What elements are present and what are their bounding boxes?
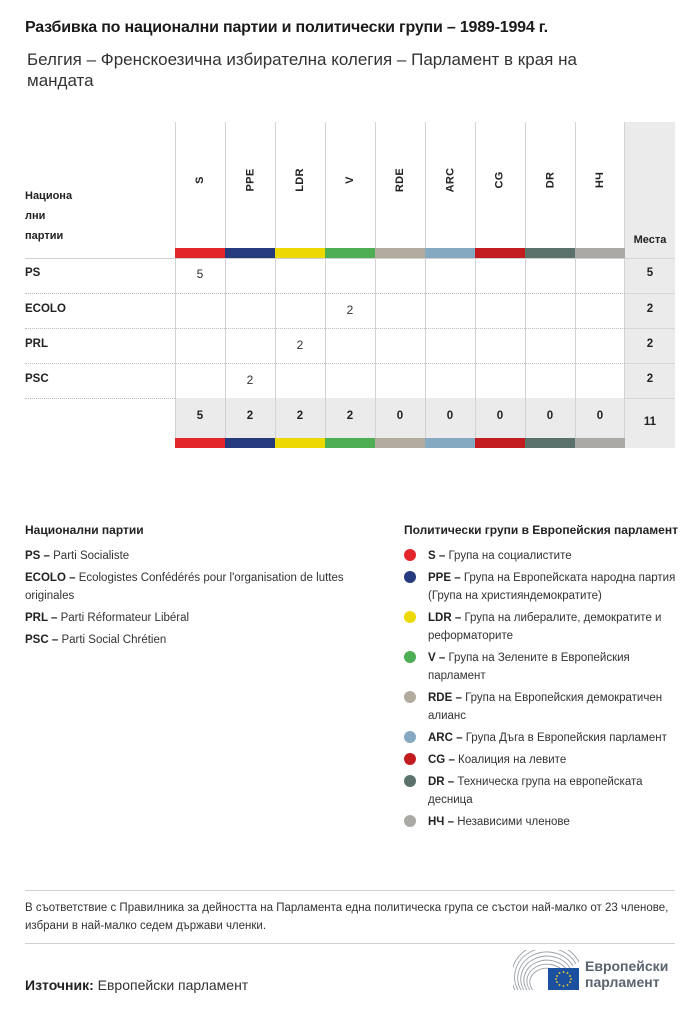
seats-column-background (625, 122, 675, 448)
group-header-dr (525, 122, 575, 238)
group-label: RDE (394, 167, 406, 193)
total-cell: 0 (496, 410, 504, 422)
group-color-bar (425, 248, 475, 258)
logo-text (585, 958, 668, 990)
footer-divider (25, 890, 675, 891)
group-header-nch (575, 122, 625, 238)
legend-item (404, 689, 679, 725)
legend-item (404, 773, 679, 809)
legend-item (404, 813, 679, 831)
european-parliament-logo (513, 950, 683, 994)
legend-code: ECOLO – (25, 572, 76, 584)
page-subtitle: Белгия – Френскоезична избирателна колегия – Парламент в края на мандата (27, 50, 577, 90)
group-label: CG (493, 171, 506, 189)
legend-code: PSC – (25, 634, 59, 646)
group-color-bar (475, 438, 525, 448)
total-cell: 5 (196, 410, 204, 422)
legend-item (404, 609, 679, 645)
group-header-v (325, 122, 375, 238)
group-header-ldr (275, 122, 325, 238)
group-color-bar (525, 438, 575, 448)
seats-cell: 2 (646, 373, 654, 385)
group-label: ARC (443, 167, 456, 193)
group-header-cg (475, 122, 525, 238)
group-header-s (175, 122, 225, 238)
color-dot-icon (404, 815, 416, 827)
legend-code: RDE – (428, 692, 462, 704)
group-color-bar (175, 438, 225, 448)
group-color-bar (425, 438, 475, 448)
group-label: V (343, 176, 356, 184)
group-color-bar (325, 248, 375, 258)
national-parties-legend-title: Национални партии (25, 523, 144, 537)
footer-note: В съответствие с Правилника за дейността на Парламента една политическа група се състои най-малко от 23 членове, избрани в най-малко седем държави членки. (25, 902, 669, 932)
total-cell: 2 (346, 410, 354, 422)
seats-divider (625, 293, 675, 294)
political-groups-legend-title: Политически групи в Европейския парламент (404, 523, 678, 537)
color-dot-icon (404, 611, 416, 623)
legend-name: Група Дъга в Европейския парламент (465, 732, 667, 744)
legend-item (25, 569, 385, 605)
row-divider (25, 363, 625, 364)
seats-divider (625, 258, 675, 259)
row-divider (25, 328, 625, 329)
legend-name: Ecologistes Confédérés pour l'organisation de luttes originales (25, 572, 344, 602)
legend-item (25, 631, 385, 649)
legend-name: Група на социалистите (448, 550, 572, 562)
legend-code: PPE – (428, 572, 461, 584)
legend-item (404, 751, 679, 769)
group-header-rde (375, 122, 425, 238)
legend-name: Група на Европейския демократичен алианс (428, 692, 663, 722)
legend-item (404, 547, 679, 565)
group-color-bar (325, 438, 375, 448)
group-color-bar (275, 438, 325, 448)
group-label: НЧ (594, 171, 606, 189)
legend-code: DR – (428, 776, 455, 788)
row-divider (25, 398, 175, 399)
group-label: DR (544, 171, 556, 189)
color-dot-icon (404, 775, 416, 787)
legend-item (25, 609, 385, 627)
seats-divider (625, 363, 675, 364)
seats-header: Места (633, 234, 667, 246)
page-title: Разбивка по национални партии и политически групи – 1989-1994 г. (25, 19, 548, 36)
group-label: LDR (293, 168, 306, 192)
header-line: лни (25, 210, 46, 222)
header-divider (25, 258, 625, 259)
legend-name: Група на Зелените в Европейския парламент (428, 652, 630, 682)
party-label: PSC (25, 373, 49, 385)
footer-divider (25, 943, 675, 944)
legend-item (25, 547, 385, 565)
table-cell: 2 (346, 303, 354, 317)
total-cell: 0 (546, 410, 554, 422)
legend-code: V – (428, 652, 446, 664)
color-dot-icon (404, 651, 416, 663)
legend-code: PRL – (25, 612, 58, 624)
legend-name: Техническа група на европейската десница (428, 776, 643, 806)
party-label: ECOLO (25, 303, 66, 315)
legend-name: Група на либералите, демократите и реформаторите (428, 612, 662, 642)
group-header-ppe (225, 122, 275, 238)
table-cell: 5 (196, 267, 204, 281)
color-dot-icon (404, 571, 416, 583)
total-cell: 0 (396, 410, 404, 422)
table-cell: 2 (246, 373, 254, 387)
table-cell: 2 (296, 338, 304, 352)
national-parties-legend (25, 547, 385, 653)
group-header-arc (425, 122, 475, 238)
political-groups-legend (404, 547, 679, 835)
legend-name: Коалиция на левите (458, 754, 567, 766)
group-color-bar (175, 248, 225, 258)
seats-cell: 2 (646, 338, 654, 350)
source-line (25, 977, 248, 993)
legend-code: S – (428, 550, 446, 562)
legend-name: Parti Réformateur Libéral (60, 612, 190, 624)
seats-cell: 5 (646, 267, 654, 279)
total-cell: 0 (446, 410, 454, 422)
party-label: PRL (25, 338, 48, 350)
party-label: PS (25, 267, 41, 279)
group-color-bar (575, 248, 625, 258)
legend-code: LDR – (428, 612, 462, 624)
group-color-bar (575, 438, 625, 448)
legend-code: CG – (428, 754, 455, 766)
color-dot-icon (404, 549, 416, 561)
header-line: партии (25, 230, 64, 242)
group-label: S (193, 176, 206, 184)
seats-divider (625, 328, 675, 329)
seats-divider (625, 398, 675, 399)
legend-code: НЧ – (428, 816, 454, 828)
logo-line: парламент (585, 974, 660, 990)
legend-name: Независими членове (457, 816, 570, 828)
header-line: Национа (25, 190, 73, 202)
source-value: Европейски парламент (97, 977, 249, 993)
total-cell: 2 (296, 410, 304, 422)
total-cell: 2 (246, 410, 254, 422)
group-color-bar (475, 248, 525, 258)
hemicycle-flag-icon (513, 950, 583, 994)
group-color-bar (225, 438, 275, 448)
seats-cell: 2 (646, 303, 654, 315)
group-label: PPE (243, 168, 256, 192)
legend-item (404, 649, 679, 685)
group-color-bar (225, 248, 275, 258)
group-color-bar (375, 438, 425, 448)
legend-item (404, 729, 679, 747)
legend-name: Parti Socialiste (53, 550, 130, 562)
legend-code: ARC – (428, 732, 463, 744)
group-color-bar (375, 248, 425, 258)
row-divider (25, 293, 625, 294)
legend-code: PS – (25, 550, 50, 562)
legend-name: Parti Social Chrétien (61, 634, 167, 646)
legend-item (404, 569, 679, 605)
legend-name: Група на Европейската народна партия (Група на християндемократите) (428, 572, 676, 602)
source-label: Източник: (25, 977, 94, 993)
color-dot-icon (404, 731, 416, 743)
group-color-bar (525, 248, 575, 258)
national-parties-header (25, 186, 72, 246)
color-dot-icon (404, 691, 416, 703)
color-dot-icon (404, 753, 416, 765)
logo-line: Европейски (585, 958, 669, 974)
total-seats-cell: 11 (643, 416, 657, 428)
group-color-bar (275, 248, 325, 258)
total-cell: 0 (596, 410, 604, 422)
